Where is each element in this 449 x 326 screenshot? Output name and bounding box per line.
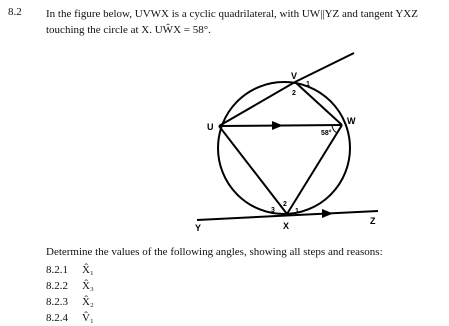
subquestion-angle: X̂₃ — [82, 280, 94, 292]
angle-arc-w — [332, 125, 337, 133]
line-extension-v — [295, 53, 354, 82]
point-label-u: U — [207, 122, 214, 132]
side-wx — [287, 125, 342, 214]
angle-label-x2: 2 — [283, 201, 287, 208]
angle-label-v2: 2 — [292, 90, 296, 97]
subquestion-number: 8.2.4 — [46, 312, 68, 324]
subquestion-item — [46, 262, 94, 278]
point-label-v: V — [291, 71, 298, 81]
chord-xv — [287, 82, 295, 214]
instruction-text: Determine the values of the following angles, showing all steps and reasons: — [46, 246, 383, 258]
point-label-y: Y — [195, 223, 202, 233]
subquestion-angle: X̂₁ — [82, 264, 94, 276]
angle-label-x3: 3 — [271, 207, 275, 214]
angle-label-x1: 1 — [295, 208, 299, 215]
subquestion-list — [46, 262, 94, 326]
subquestion-angle: V̂₁ — [82, 312, 94, 324]
side-xu — [219, 126, 287, 214]
point-label-w: W — [347, 116, 356, 126]
point-label-x: X — [283, 221, 290, 231]
subquestion-item — [46, 278, 94, 294]
subquestion-number: 8.2.1 — [46, 264, 68, 276]
angle-label-w-58: 58° — [321, 130, 332, 137]
point-label-z: Z — [370, 216, 376, 226]
angle-label-v1: 1 — [306, 81, 310, 88]
subquestion-number: 8.2.3 — [46, 296, 68, 308]
stem-line-2: touching the circle at X. UŴX = 58°. — [46, 24, 211, 36]
subquestion-angle: X̂₂ — [82, 296, 94, 308]
stem-line-1: In the figure below, UVWX is a cyclic quadrilateral, with UW||YZ and tangent YXZ — [46, 8, 418, 20]
side-vw — [295, 82, 342, 125]
subquestion-item — [46, 310, 94, 326]
subquestion-number: 8.2.2 — [46, 280, 68, 292]
tangent-arrow-icon — [322, 209, 333, 218]
question-number: 8.2 — [8, 6, 22, 18]
circle — [218, 82, 350, 214]
subquestion-item — [46, 294, 94, 310]
chord-arrow-icon — [272, 121, 283, 130]
